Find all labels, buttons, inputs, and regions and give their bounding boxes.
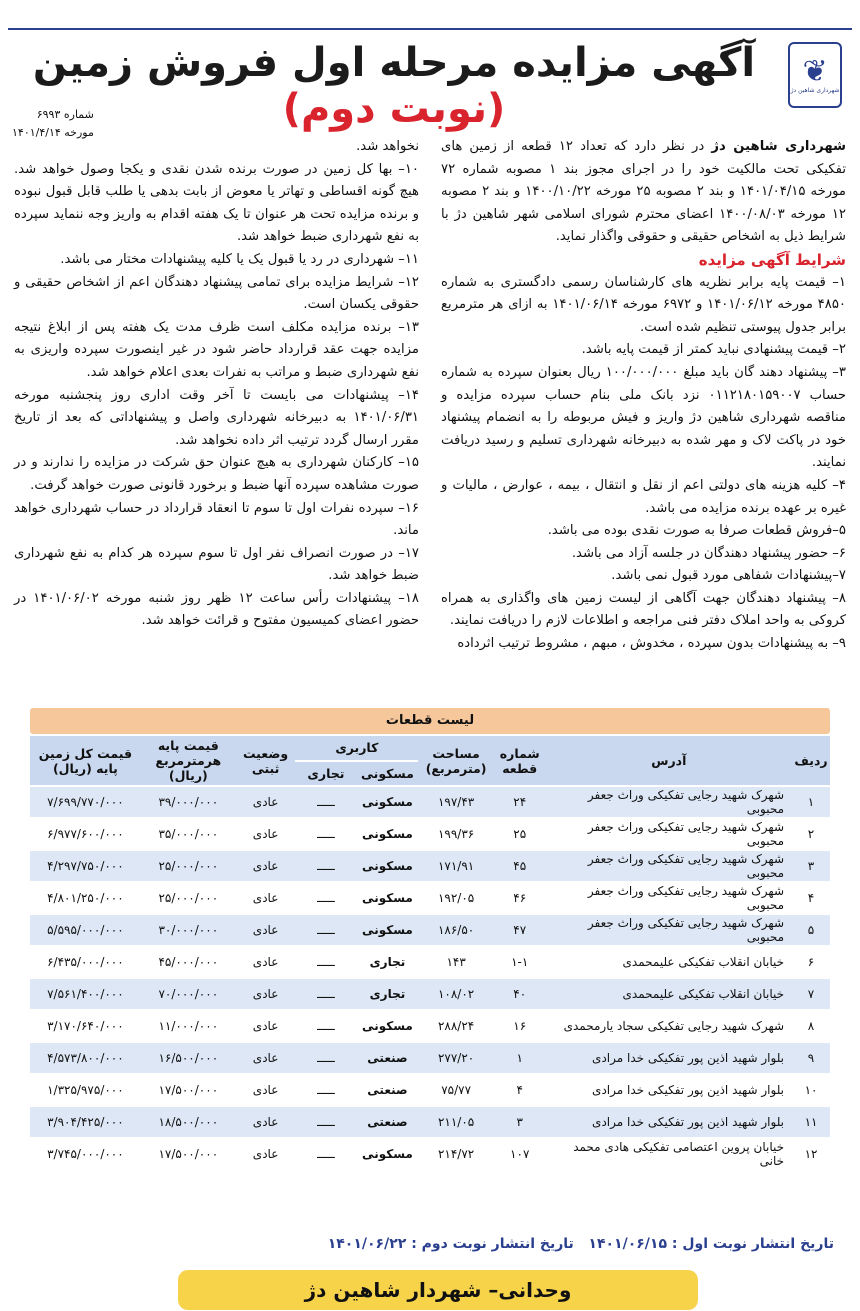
cell-total: ۳/۷۴۵/۰۰۰/۰۰۰ [30, 1139, 141, 1169]
condition-item: ۸– پیشنهاد دهندگان جهت آگاهی از لیست زمین های واگذاری به همراه کروکی به واحد املاک دفتر فنی مراجعه و اطلاعات لازم را دریافت نمایند. [441, 590, 846, 629]
cell-total: ۴/۸۰۱/۲۵۰/۰۰۰ [30, 883, 141, 913]
col-residential: مسکونی [357, 762, 419, 786]
cell-unit: ۳۰/۰۰۰/۰۰۰ [141, 915, 236, 945]
intro-paragraph [441, 136, 846, 249]
cell-status: عادی [236, 851, 296, 881]
intro-lead: شهرداری شاهین دژ [711, 139, 846, 154]
cell-row: ۶ [792, 947, 830, 977]
letter-date: مورخه ۱۴۰۱/۴/۱۴ [12, 126, 94, 139]
cell-res: تجاری [357, 947, 419, 977]
col-total-price: قیمت کل زمین پایه (ریال) [30, 736, 141, 785]
cell-status: عادی [236, 947, 296, 977]
cell-total: ۶/۴۳۵/۰۰۰/۰۰۰ [30, 947, 141, 977]
publication-dates [328, 1236, 834, 1252]
cell-unit: ۳۵/۰۰۰/۰۰۰ [141, 819, 236, 849]
condition-item: ۱۵– کارکنان شهرداری به هیچ عنوان حق شرکت در مزایده را ندارند و در صورت مشاهده سپرده آنها ضبط و برخورد قانونی صورت خواهد گرفت. [14, 455, 419, 493]
header [8, 36, 852, 139]
cell-status: عادی [236, 1139, 296, 1169]
cell-plot: ۴۵ [494, 851, 546, 881]
cell-address: شهرک شهید رجایی تفکیکی وراث جعفر محبوبی [546, 883, 792, 913]
cell-address: شهرک شهید رجایی تفکیکی وراث جعفر محبوبی [546, 915, 792, 945]
cell-total: ۷/۶۹۹/۷۷۰/۰۰۰ [30, 787, 141, 817]
col-address: آدرس [546, 736, 792, 785]
table-row [30, 1139, 830, 1169]
condition-item: ۱۷– در صورت انصراف نفر اول تا سوم سپرده هر کدام به نفع شهرداری ضبط خواهد شد. [14, 545, 419, 584]
cell-area: ۲۷۷/۲۰ [418, 1043, 494, 1073]
plots-table [30, 734, 830, 1171]
cell-row: ۸ [792, 1011, 830, 1041]
table-row [30, 1043, 830, 1073]
cell-com: ـــــ [295, 1011, 356, 1041]
cell-row: ۵ [792, 915, 830, 945]
cell-com: ـــــ [295, 947, 356, 977]
cell-res: مسکونی [357, 883, 419, 913]
condition-item: ۱۳– برنده مزایده مکلف است ظرف مدت یک هفته پس از ابلاغ نتیجه مزایده جهت عقد قرارداد حاضر شود در غیر اینصورت سپرده واریزی به نفع شهرداری ضبط و مراتب به نفرات بعدی اعلام خواهد شد. [14, 319, 419, 380]
cell-address: خیابان انقلاب تفکیکی علیمحمدی [546, 947, 792, 977]
condition-item: ۱۶– سپرده نفرات اول تا سوم تا انعقاد قرارداد در حساب شهرداری خواهد ماند. [14, 500, 419, 539]
condition-item: ۴– کلیه هزینه های دولتی اعم از نقل و انتقال ، بیمه ، عوارض ، مالیات و غیره بر عهده برنده مزایده می باشد. [441, 477, 846, 516]
second-date-value: ۱۴۰۱/۰۶/۲۲ [327, 1236, 407, 1252]
cell-com: ـــــ [295, 979, 356, 1009]
cell-total: ۳/۹۰۴/۴۲۵/۰۰۰ [30, 1107, 141, 1137]
cell-res: صنعتی [357, 1107, 419, 1137]
cell-address: بلوار شهید اذین پور تفکیکی خدا مرادی [546, 1043, 792, 1073]
cell-plot: ۴۷ [494, 915, 546, 945]
cell-area: ۲۱۱/۰۵ [418, 1107, 494, 1137]
cell-address: شهرک شهید رجایی تفکیکی وراث جعفر محبوبی [546, 851, 792, 881]
condition-item: ۱۲– شرایط مزایده برای تمامی پیشنهاد دهندگان اعم از اشخاص حقیقی و حقوقی یکسان است. [14, 274, 419, 313]
cell-address: شهرک شهید رجایی تفکیکی سجاد یارمحمدی [546, 1011, 792, 1041]
table-row [30, 1075, 830, 1105]
cell-row: ۱۰ [792, 1075, 830, 1105]
cell-com: ـــــ [295, 787, 356, 817]
cell-unit: ۱۷/۵۰۰/۰۰۰ [141, 1139, 236, 1169]
condition-item: ۷–پیشنهادات شفاهی مورد قبول نمی باشد. [611, 568, 846, 584]
second-date-label: تاریخ انتشار نوبت دوم : [411, 1236, 574, 1252]
cell-plot: ۴۶ [494, 883, 546, 913]
cell-com: ـــــ [295, 883, 356, 913]
table-row [30, 851, 830, 881]
cell-com: ـــــ [295, 1107, 356, 1137]
page-title [33, 40, 755, 132]
cell-plot: ۱۰۷ [494, 1139, 546, 1169]
cell-total: ۵/۵۹۵/۰۰۰/۰۰۰ [30, 915, 141, 945]
cell-plot: ۱ [494, 1043, 546, 1073]
title-wrap [14, 40, 774, 132]
table-row [30, 1011, 830, 1041]
condition-item: ۳– پیشنهاد دهند گان باید مبلغ ۱۰۰/۰۰۰/۰۰۰ ریال بعنوان سپرده به شماره حساب ۰۱۱۲۱۸۰۱۵۹۰۰۷ نزد بانک ملی بنام حساب سپرده مزایده و مناقصه شهرداری شاهین دژ واریز و فیش مربوطه را به انضمام پیشنهاد خود در پاکت لاک و مهر شده به دبیرخانه شهرداری تسلیم و رسید دریافت نمایند. [441, 364, 846, 471]
cell-com: ـــــ [295, 1139, 356, 1169]
intro-text: در نظر دارد که تعداد ۱۲ قطعه از زمین های تفکیکی تحت مالکیت خود را در اجرای مجوز بند ۱ مصوبه شماره ۷۲ مورخه ۱۴۰۱/۰۴/۱۵ و بند ۲ مصوبه ۲۵ مورخه ۱۴۰۰/۱۰/۲۲ و بند ۲ مصوبه ۱۲ مورخه ۱۴۰۰/۰۸/۰۳ اعضای محترم شورای اسلامی شهر شاهین دژ با شرایط ذیل به اشخاص حقیقی و حقوقی واگذار نماید. [441, 139, 846, 245]
conditions-title: شرایط آگهی مزایده [698, 250, 846, 269]
cell-unit: ۴۵/۰۰۰/۰۰۰ [141, 947, 236, 977]
cell-status: عادی [236, 1011, 296, 1041]
cell-row: ۴ [792, 883, 830, 913]
table-row [30, 819, 830, 849]
cell-total: ۱/۳۲۵/۹۷۵/۰۰۰ [30, 1075, 141, 1105]
col-commercial: تجاری [295, 762, 356, 786]
cell-plot: ۴۰ [494, 979, 546, 1009]
cell-status: عادی [236, 979, 296, 1009]
cell-address: خیابان انقلاب تفکیکی علیمحمدی [546, 979, 792, 1009]
cell-unit: ۱۷/۵۰۰/۰۰۰ [141, 1075, 236, 1105]
cell-plot: ۲۵ [494, 819, 546, 849]
title-main: آگهی مزایده مرحله اول فروش زمین [32, 40, 756, 86]
cell-unit: ۲۵/۰۰۰/۰۰۰ [141, 851, 236, 881]
signature-bar: وحدانی– شهردار شاهین دژ [178, 1270, 698, 1310]
cell-res: مسکونی [357, 851, 419, 881]
cell-com: ـــــ [295, 851, 356, 881]
cell-status: عادی [236, 883, 296, 913]
cell-row: ۱ [792, 787, 830, 817]
top-divider [8, 28, 852, 30]
plots-list-title: لیست قطعات [30, 708, 830, 734]
cell-row: ۷ [792, 979, 830, 1009]
title-round: (نوبت دوم) [282, 86, 506, 132]
cell-area: ۱۴۳ [418, 947, 494, 977]
cell-area: ۱۹۲/۰۵ [418, 883, 494, 913]
col-row: ردیف [792, 736, 830, 785]
condition-item: ۲– قیمت پیشنهادی نباید کمتر از قیمت پایه باشد. [581, 342, 846, 358]
cell-address: بلوار شهید اذین پور تفکیکی خدا مرادی [546, 1075, 792, 1105]
logo-caption: شهرداری شاهین دژ [790, 86, 840, 94]
cell-res: مسکونی [357, 1011, 419, 1041]
cell-total: ۶/۹۷۷/۶۰۰/۰۰۰ [30, 819, 141, 849]
cell-area: ۲۱۴/۷۲ [418, 1139, 494, 1169]
letter-number: شماره ۶۹۹۳ [36, 108, 94, 121]
notice-page [8, 8, 852, 1303]
cell-res: مسکونی [357, 819, 419, 849]
cell-plot: ۳ [494, 1107, 546, 1137]
cell-res: صنعتی [357, 1043, 419, 1073]
condition-item: ۶– حضور پیشنهاد دهندگان در جلسه آزاد می باشد. [571, 545, 846, 561]
table-row [30, 883, 830, 913]
cell-area: ۱۷۱/۹۱ [418, 851, 494, 881]
cell-unit: ۱۸/۵۰۰/۰۰۰ [141, 1107, 236, 1137]
table-row [30, 787, 830, 817]
cell-row: ۹ [792, 1043, 830, 1073]
cell-status: عادی [236, 819, 296, 849]
plots-table-section [30, 708, 830, 1171]
cell-total: ۴/۵۷۳/۸۰۰/۰۰۰ [30, 1043, 141, 1073]
first-date-value: ۱۴۰۱/۰۶/۱۵ [588, 1236, 668, 1252]
cell-unit: ۳۹/۰۰۰/۰۰۰ [141, 787, 236, 817]
cell-address: شهرک شهید رجایی تفکیکی وراث جعفر محبوبی [546, 787, 792, 817]
condition-item: ۹– به پیشنهادات بدون سپرده ، مخدوش ، مبهم ، مشروط ترتیب اثرداده [457, 636, 846, 652]
cell-plot: ۲۴ [494, 787, 546, 817]
cell-status: عادی [236, 1043, 296, 1073]
cell-plot: ۱-۱ [494, 947, 546, 977]
table-row [30, 915, 830, 945]
condition-item: ۱۱– شهرداری در رد یا قبول یک یا کلیه پیشنهادات مختار می باشد. [60, 251, 419, 267]
cell-row: ۱۲ [792, 1139, 830, 1169]
first-date-label: تاریخ انتشار نوبت اول : [671, 1236, 834, 1252]
cell-row: ۲ [792, 819, 830, 849]
cell-area: ۱۸۶/۵۰ [418, 915, 494, 945]
terms-columns [8, 136, 852, 706]
municipality-logo [788, 42, 842, 108]
cell-com: ـــــ [295, 1043, 356, 1073]
table-header-row [30, 736, 830, 760]
cell-unit: ۲۵/۰۰۰/۰۰۰ [141, 883, 236, 913]
cell-status: عادی [236, 1075, 296, 1105]
table-row [30, 979, 830, 1009]
col-plot: شماره قطعه [494, 736, 546, 785]
condition-item: ۱– قیمت پایه برابر نظریه های کارشناسان رسمی دادگستری به شماره ۴۸۵۰ مورخه ۱۴۰۱/۰۶/۱۲ و ۶۹۷۲ مورخه ۱۴۰۱/۰۶/۱۴ به ازای هر مترمربع برابر جدول پیوستی تنظیم شده است. [441, 274, 846, 335]
cell-unit: ۱۶/۵۰۰/۰۰۰ [141, 1043, 236, 1073]
cell-res: مسکونی [357, 1139, 419, 1169]
condition-item: نخواهد شد. [356, 139, 419, 154]
cell-status: عادی [236, 787, 296, 817]
cell-unit: ۱۱/۰۰۰/۰۰۰ [141, 1011, 236, 1041]
cell-plot: ۴ [494, 1075, 546, 1105]
logo-mark-icon: ❦ [802, 53, 828, 89]
col-area: مساحت (مترمربع) [418, 736, 494, 785]
table-row [30, 1107, 830, 1137]
cell-area: ۷۵/۷۷ [418, 1075, 494, 1105]
cell-total: ۳/۱۷۰/۶۴۰/۰۰۰ [30, 1011, 141, 1041]
cell-area: ۱۰۸/۰۲ [418, 979, 494, 1009]
cell-status: عادی [236, 1107, 296, 1137]
cell-plot: ۱۶ [494, 1011, 546, 1041]
condition-item: ۱۴– پیشنهادات می بایست تا آخر وقت اداری روز پنجشنبه مورخه ۱۴۰۱/۰۶/۳۱ به دبیرخانه شهرداری واصل و پیشنهاداتی که بعد از تاریخ مقرر ارسال گردد ترتیب اثر داده نخواهد شد. [14, 387, 419, 448]
terms-left-column [14, 136, 419, 633]
cell-res: مسکونی [357, 915, 419, 945]
cell-total: ۷/۵۶۱/۴۰۰/۰۰۰ [30, 979, 141, 1009]
cell-res: تجاری [357, 979, 419, 1009]
cell-status: عادی [236, 915, 296, 945]
cell-com: ـــــ [295, 819, 356, 849]
col-status: وضعیت ثبتی [236, 736, 296, 785]
cell-address: خیابان پروین اعتصامی تفکیکی هادی محمد خانی [546, 1139, 792, 1169]
condition-item: ۱۰– بها کل زمین در صورت برنده شدن نقدی و یکجا وصول خواهد شد. هیچ گونه اقساطی و تهاتر یا معوض از بابت بدهی یا طلب قابل قبول نبوده و برنده مزایده تحت هر عنوان تا یک هفته اقدام به واریز وجه ننماید سپرده به نفع شهرداری ضبط خواهد شد. [14, 161, 419, 245]
cell-com: ـــــ [295, 1075, 356, 1105]
terms-right-column [441, 136, 846, 656]
cell-res: مسکونی [357, 787, 419, 817]
cell-row: ۱۱ [792, 1107, 830, 1137]
condition-item: ۱۸– پیشنهادات رأس ساعت ۱۲ ظهر روز شنبه مورخه ۱۴۰۱/۰۶/۰۲ در حضور اعضای کمیسیون مفتوح و قرائت خواهد شد. [14, 590, 420, 629]
cell-address: شهرک شهید رجایی تفکیکی وراث جعفر محبوبی [546, 819, 792, 849]
cell-area: ۱۹۷/۴۳ [418, 787, 494, 817]
plots-table-body [30, 787, 830, 1169]
cell-com: ـــــ [295, 915, 356, 945]
cell-total: ۴/۲۹۷/۷۵۰/۰۰۰ [30, 851, 141, 881]
cell-unit: ۷۰/۰۰۰/۰۰۰ [141, 979, 236, 1009]
col-unit-price: قیمت پایه هرمترمربع (ریال) [141, 736, 236, 785]
cell-area: ۱۹۹/۳۶ [418, 819, 494, 849]
col-usage: کاربری [295, 736, 418, 760]
table-row [30, 947, 830, 977]
cell-address: بلوار شهید اذین پور تفکیکی خدا مرادی [546, 1107, 792, 1137]
condition-item: ۵–فروش قطعات صرفا به صورت نقدی بوده می باشد. [547, 523, 846, 539]
cell-area: ۲۸۸/۲۴ [418, 1011, 494, 1041]
cell-res: صنعتی [357, 1075, 419, 1105]
cell-row: ۳ [792, 851, 830, 881]
